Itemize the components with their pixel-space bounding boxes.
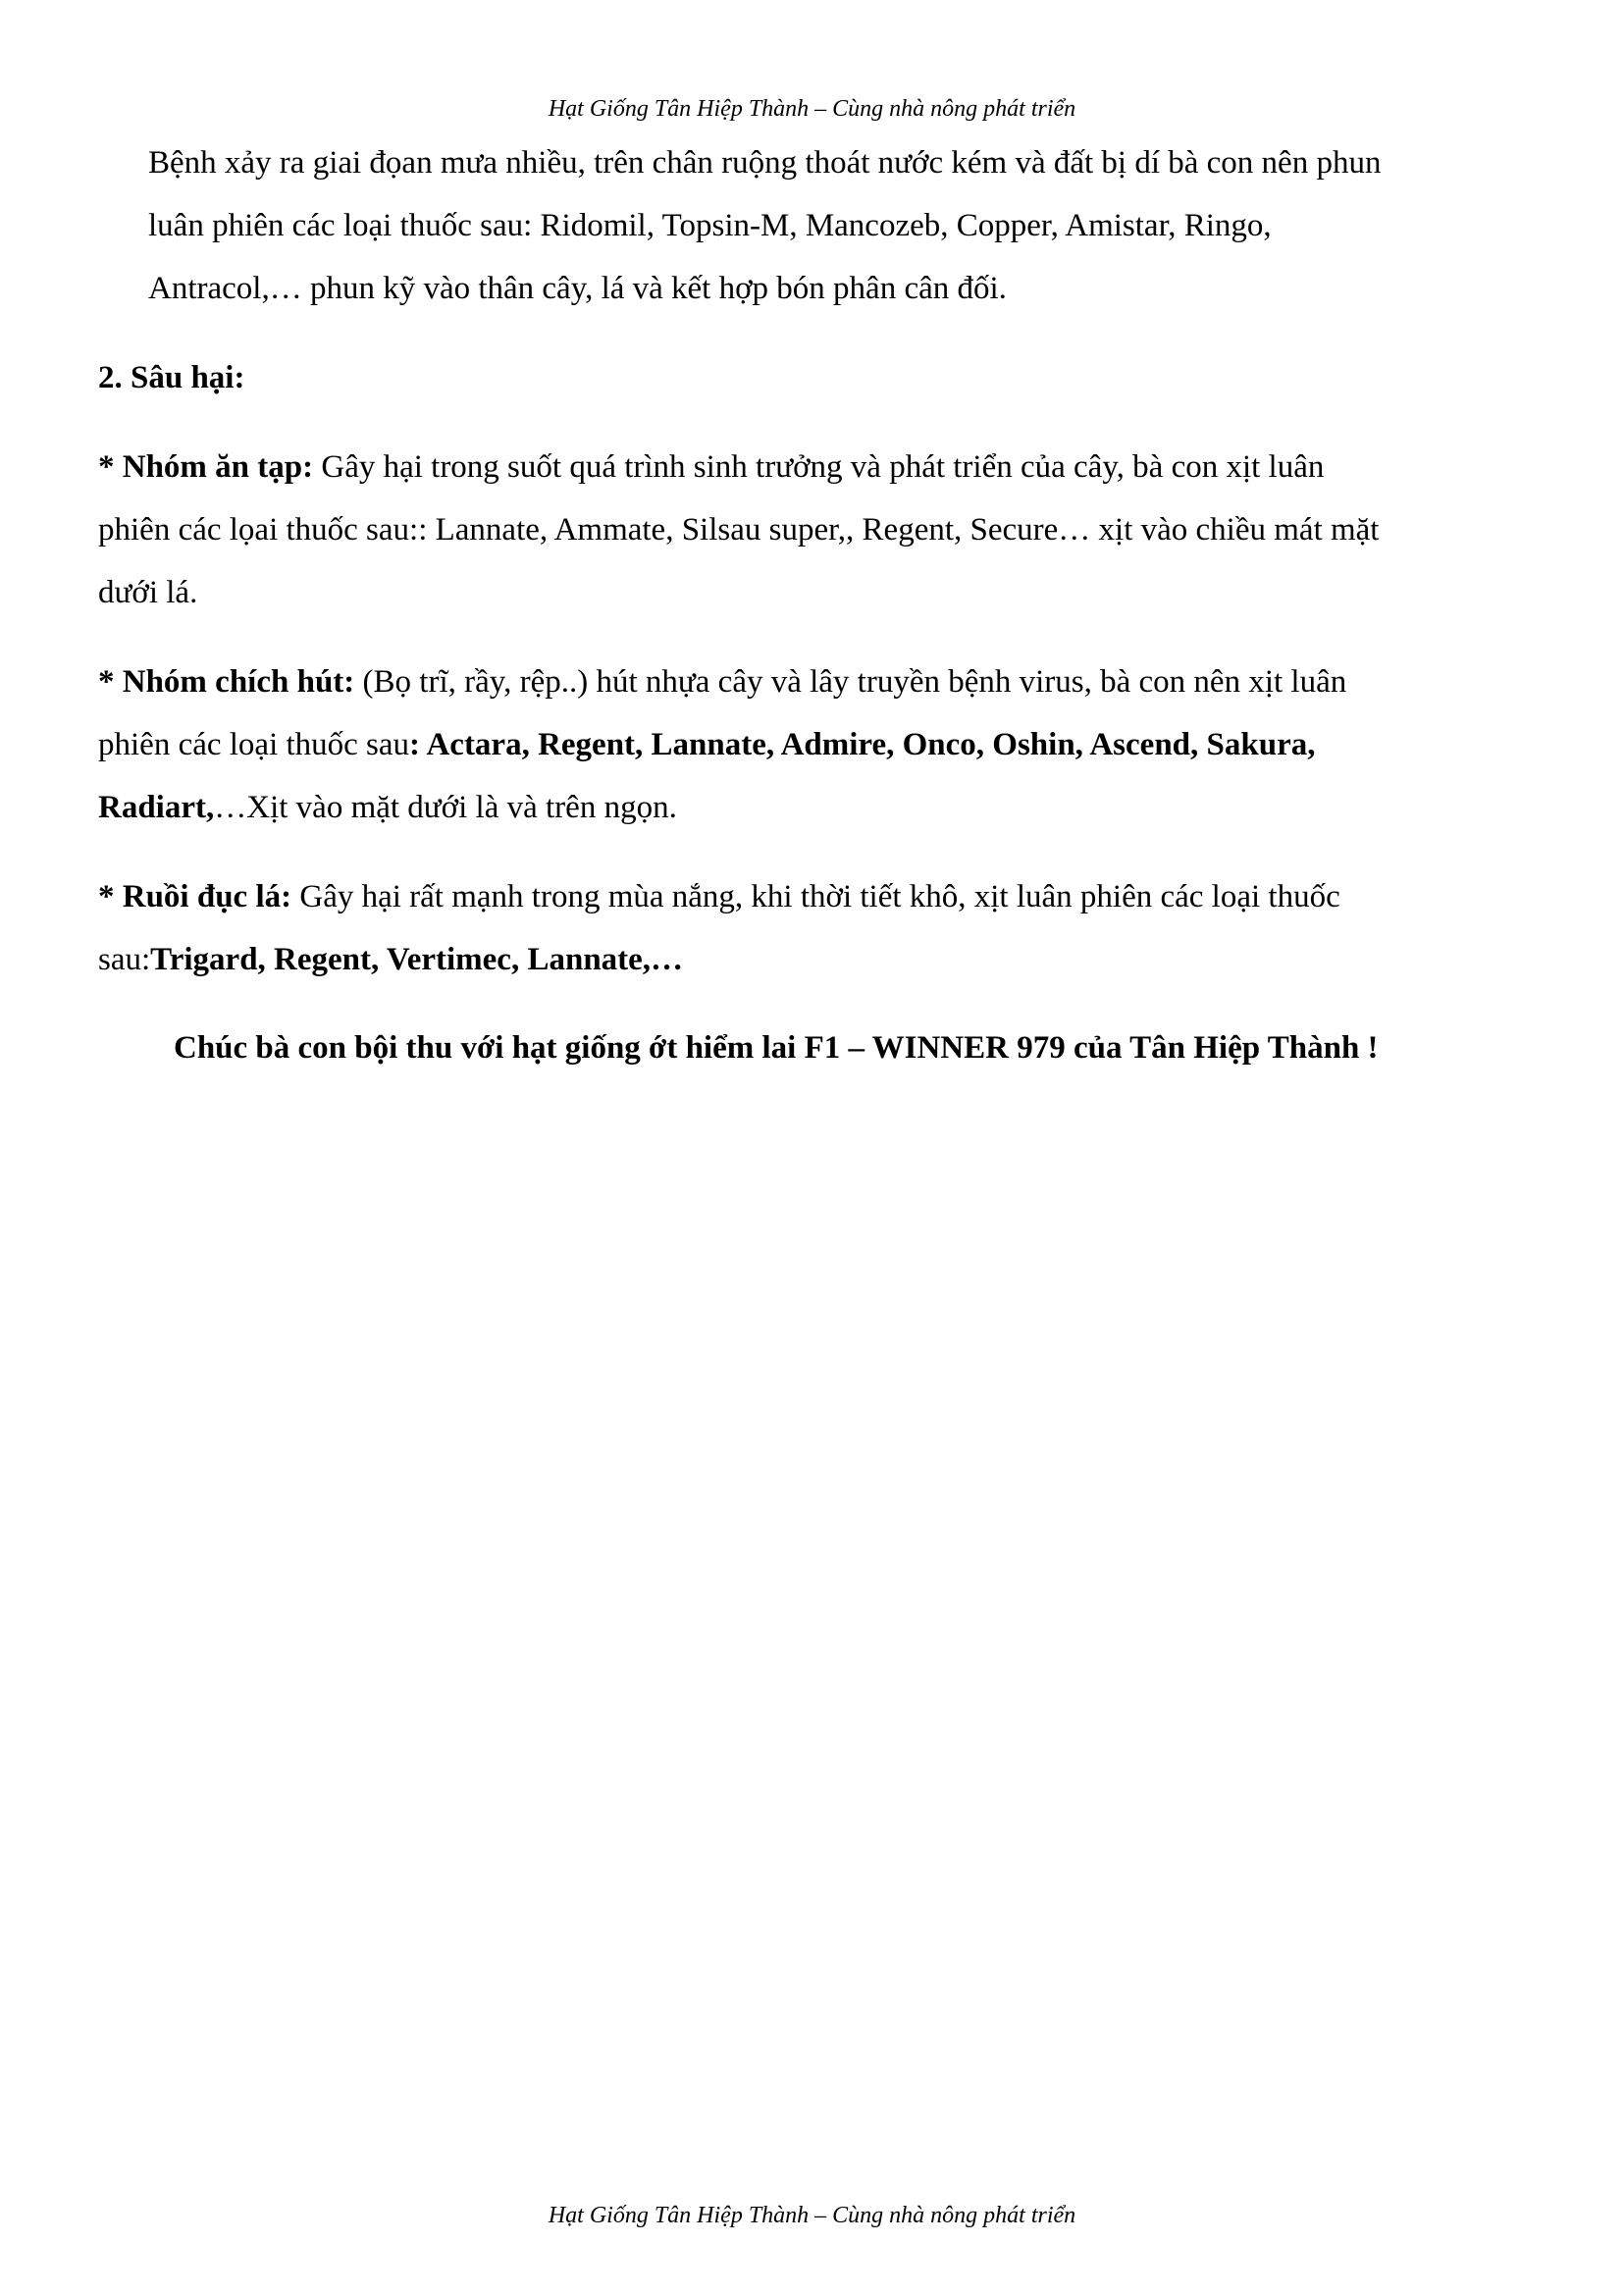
page-header: Hạt Giống Tân Hiệp Thành – Cùng nhà nông phát triển [548,96,1076,122]
section-heading: 2. Sâu hại: [98,360,245,395]
group-label: * Nhóm ăn tạp: [98,449,314,485]
group-label: * Nhóm chích hút: [98,664,355,700]
group-an-tap-line-1: * Nhóm ăn tạp: Gây hại trong suốt quá trình sinh trưởng và phát triển của cây, bà con xịt luân [98,449,1325,485]
group-ruoi-line-2: sau:Trigard, Regent, Vertimec, Lannate,… [98,942,684,977]
group-chich-hut-line-3: Radiart,…Xịt vào mặt dưới là và trên ngọn. [98,790,677,825]
disease-line-2: luân phiên các loại thuốc sau: Ridomil, Topsin-M, Mancozeb, Copper, Amistar, Ringo, [148,208,1272,243]
disease-line-1: Bệnh xảy ra giai đọan mưa nhiều, trên chân ruộng thoát nước kém và đất bị dí bà con nên phun [148,145,1382,181]
group-an-tap-line-2: phiên các lọai thuốc sau:: Lannate, Ammate, Silsau super,, Regent, Secure… xịt vào chiều mát mặt [98,512,1380,548]
disease-line-3: Antracol,… phun kỹ vào thân cây, lá và kết hợp bón phân cân đối. [148,271,1007,306]
group-ruoi-line-1: * Ruồi đục lá: Gây hại rất mạnh trong mùa nắng, khi thời tiết khô, xịt luân phiên các loại thuốc [98,879,1340,914]
page-footer: Hạt Giống Tân Hiệp Thành – Cùng nhà nông phát triển [548,2203,1076,2228]
closing-message: Chúc bà con bội thu với hạt giống ớt hiểm lai F1 – WINNER 979 của Tân Hiệp Thành ! [174,1030,1379,1066]
group-label: * Ruồi đục lá: [98,879,292,914]
group-an-tap-line-3: dưới lá. [98,575,198,610]
group-chich-hut-line-1: * Nhóm chích hút: (Bọ trĩ, rầy, rệp..) hút nhựa cây và lây truyền bệnh virus, bà con nên xịt luân [98,664,1347,700]
group-chich-hut-line-2: phiên các loại thuốc sau: Actara, Regent, Lannate, Admire, Onco, Oshin, Ascend, Sakura, [98,727,1316,762]
